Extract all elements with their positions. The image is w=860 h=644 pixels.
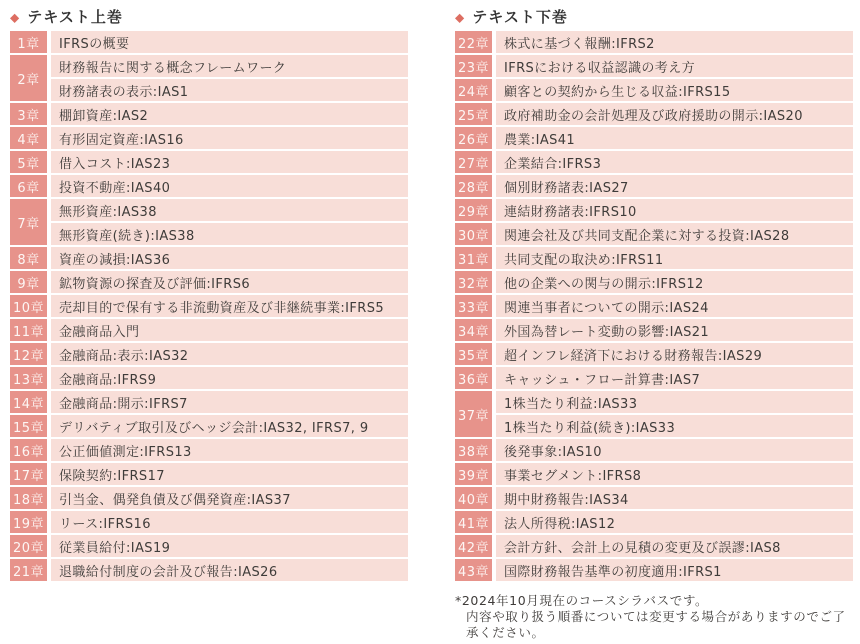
topic-list [496, 31, 853, 53]
chapter-row-group [455, 463, 853, 485]
chapter-number-cell: 24章 [455, 79, 492, 101]
chapter-number-cell: 26章 [455, 127, 492, 149]
chapter-table [10, 31, 408, 581]
chapter-number-cell: 2章 [10, 55, 47, 101]
chapter-number-cell: 33章 [455, 295, 492, 317]
chapter-row-group [10, 487, 408, 509]
chapter-row-group [10, 535, 408, 557]
chapter-row-group [455, 271, 853, 293]
chapter-number-cell: 23章 [455, 55, 492, 77]
topic-list [496, 271, 853, 293]
chapter-number-cell: 10章 [10, 295, 47, 317]
footnote [455, 593, 853, 641]
chapter-row-group [455, 31, 853, 53]
chapter-number-cell: 7章 [10, 199, 47, 245]
topic-list [51, 271, 408, 293]
chapter-table [455, 31, 853, 581]
chapter-number-cell: 3章 [10, 103, 47, 125]
volume-2-header [455, 8, 853, 25]
topic-list [496, 247, 853, 269]
topic-cell: 金融商品:表示:IAS32 [51, 343, 408, 365]
chapter-row-group [10, 151, 408, 173]
chapter-number-cell: 25章 [455, 103, 492, 125]
topic-list [496, 487, 853, 509]
chapter-row-group [10, 295, 408, 317]
chapter-number-cell: 29章 [455, 199, 492, 221]
topic-cell: 1株当たり利益(続き):IAS33 [496, 415, 853, 437]
chapter-number-cell: 28章 [455, 175, 492, 197]
topic-list [496, 511, 853, 533]
chapter-row-group [455, 319, 853, 341]
topic-list [51, 151, 408, 173]
footnote-line: 承ください。 [466, 625, 545, 640]
topic-cell: 財務報告に関する概念フレームワーク [51, 55, 408, 77]
chapter-number-cell: 5章 [10, 151, 47, 173]
topic-list [51, 175, 408, 197]
topic-cell: 顧客との契約から生じる収益:IFRS15 [496, 79, 853, 101]
chapter-row-group [10, 439, 408, 461]
chapter-row-group [455, 103, 853, 125]
topic-list [496, 103, 853, 125]
chapter-number-cell: 39章 [455, 463, 492, 485]
topic-cell: 無形資産(続き):IAS38 [51, 223, 408, 245]
chapter-number-cell: 43章 [455, 559, 492, 581]
footnote-line: *2024年10月現在のコースシラバスです。 [455, 593, 709, 608]
topic-cell: 会計方針、会計上の見積の変更及び誤謬:IAS8 [496, 535, 853, 557]
topic-cell: デリバティブ取引及びヘッジ会計:IAS32, IFRS7, 9 [51, 415, 408, 437]
chapter-number-cell: 42章 [455, 535, 492, 557]
volume-column-2 [455, 8, 853, 641]
chapter-number-cell: 12章 [10, 343, 47, 365]
chapter-number-cell: 1章 [10, 31, 47, 53]
chapter-row-group [455, 223, 853, 245]
chapter-row-group [10, 391, 408, 413]
topic-list [496, 463, 853, 485]
diamond-icon: ◆ [455, 10, 466, 24]
topic-cell: 財務諸表の表示:IAS1 [51, 79, 408, 101]
chapter-row-group [455, 487, 853, 509]
topic-cell: 無形資産:IAS38 [51, 199, 408, 221]
chapter-row-group [455, 511, 853, 533]
topic-cell: 従業員給付:IAS19 [51, 535, 408, 557]
topic-cell: 連結財務諸表:IFRS10 [496, 199, 853, 221]
chapter-row-group [10, 199, 408, 245]
topic-cell: 関連当事者についての開示:IAS24 [496, 295, 853, 317]
topic-cell: キャッシュ・フロー計算書:IAS7 [496, 367, 853, 389]
chapter-row-group [10, 415, 408, 437]
chapter-row-group [10, 247, 408, 269]
topic-cell: 法人所得税:IAS12 [496, 511, 853, 533]
topic-list [496, 223, 853, 245]
topic-cell: 個別財務諸表:IAS27 [496, 175, 853, 197]
chapter-row-group [455, 79, 853, 101]
chapter-number-cell: 16章 [10, 439, 47, 461]
topic-cell: 金融商品:IFRS9 [51, 367, 408, 389]
diamond-icon: ◆ [10, 10, 21, 24]
chapter-number-cell: 13章 [10, 367, 47, 389]
chapter-row-group [455, 535, 853, 557]
topic-list [51, 367, 408, 389]
chapter-row-group [10, 55, 408, 101]
chapter-number-cell: 11章 [10, 319, 47, 341]
topic-cell: 金融商品:開示:IFRS7 [51, 391, 408, 413]
topic-cell: 借入コスト:IAS23 [51, 151, 408, 173]
topic-cell: リース:IFRS16 [51, 511, 408, 533]
topic-cell: IFRSにおける収益認識の考え方 [496, 55, 853, 77]
chapter-number-cell: 15章 [10, 415, 47, 437]
chapter-number-cell: 6章 [10, 175, 47, 197]
topic-cell: 金融商品入門 [51, 319, 408, 341]
topic-cell: 政府補助金の会計処理及び政府援助の開示:IAS20 [496, 103, 853, 125]
topic-cell: 棚卸資産:IAS2 [51, 103, 408, 125]
chapter-row-group [10, 463, 408, 485]
chapter-row-group [455, 151, 853, 173]
topic-list [496, 319, 853, 341]
topic-cell: 売却目的で保有する非流動資産及び非継続事業:IFRS5 [51, 295, 408, 317]
topic-list [496, 535, 853, 557]
topic-cell: 退職給付制度の会計及び報告:IAS26 [51, 559, 408, 581]
topic-cell: 超インフレ経済下における財務報告:IAS29 [496, 343, 853, 365]
topic-list [51, 127, 408, 149]
topic-list [51, 391, 408, 413]
chapter-number-cell: 14章 [10, 391, 47, 413]
chapter-number-cell: 17章 [10, 463, 47, 485]
chapter-row-group [455, 199, 853, 221]
topic-list [496, 439, 853, 461]
topic-list [496, 175, 853, 197]
chapter-number-cell: 31章 [455, 247, 492, 269]
topic-list [51, 463, 408, 485]
chapter-row-group [10, 103, 408, 125]
chapter-row-group [10, 511, 408, 533]
topic-list [51, 31, 408, 53]
topic-list [496, 367, 853, 389]
topic-list [51, 511, 408, 533]
topic-cell: 有形固定資産:IAS16 [51, 127, 408, 149]
topic-list [496, 151, 853, 173]
chapter-row-group [455, 559, 853, 581]
chapter-number-cell: 9章 [10, 271, 47, 293]
chapter-number-cell: 21章 [10, 559, 47, 581]
topic-cell: IFRSの概要 [51, 31, 408, 53]
topic-cell: 共同支配の取決め:IFRS11 [496, 247, 853, 269]
volume-column-1 [10, 8, 408, 583]
chapter-number-cell: 36章 [455, 367, 492, 389]
topic-list [496, 55, 853, 77]
topic-list [51, 199, 408, 245]
topic-list [496, 391, 853, 437]
chapter-row-group [455, 367, 853, 389]
topic-list [51, 559, 408, 581]
chapter-row-group [455, 343, 853, 365]
chapter-number-cell: 40章 [455, 487, 492, 509]
topic-list [51, 343, 408, 365]
topic-cell: 他の企業への関与の開示:IFRS12 [496, 271, 853, 293]
chapter-row-group [455, 175, 853, 197]
topic-cell: 後発事象:IAS10 [496, 439, 853, 461]
volume-1-header [10, 8, 408, 25]
volume-1-title: テキスト上巻 [27, 8, 123, 26]
volume-2-title: テキスト下巻 [472, 8, 568, 26]
chapter-row-group [10, 271, 408, 293]
chapter-row-group [10, 367, 408, 389]
footnote-line: 内容や取り扱う順番については変更する場合がありますのでご了 [466, 609, 846, 624]
chapter-number-cell: 32章 [455, 271, 492, 293]
topic-list [51, 103, 408, 125]
topic-list [51, 439, 408, 461]
topic-list [496, 559, 853, 581]
topic-cell: 期中財務報告:IAS34 [496, 487, 853, 509]
chapter-row-group [455, 127, 853, 149]
chapter-row-group [10, 559, 408, 581]
chapter-row-group [10, 319, 408, 341]
chapter-row-group [455, 391, 853, 437]
topic-cell: 株式に基づく報酬:IFRS2 [496, 31, 853, 53]
topic-cell: 関連会社及び共同支配企業に対する投資:IAS28 [496, 223, 853, 245]
topic-list [496, 343, 853, 365]
topic-list [51, 319, 408, 341]
chapter-number-cell: 35章 [455, 343, 492, 365]
chapter-row-group [455, 247, 853, 269]
chapter-number-cell: 18章 [10, 487, 47, 509]
chapter-row-group [10, 127, 408, 149]
topic-cell: 農業:IAS41 [496, 127, 853, 149]
chapter-row-group [10, 343, 408, 365]
chapter-number-cell: 19章 [10, 511, 47, 533]
topic-cell: 公正価値測定:IFRS13 [51, 439, 408, 461]
chapter-number-cell: 8章 [10, 247, 47, 269]
chapter-number-cell: 4章 [10, 127, 47, 149]
chapter-row-group [455, 439, 853, 461]
topic-cell: 1株当たり利益:IAS33 [496, 391, 853, 413]
chapter-number-cell: 30章 [455, 223, 492, 245]
topic-list [51, 247, 408, 269]
topic-cell: 資産の減損:IAS36 [51, 247, 408, 269]
topic-list [51, 487, 408, 509]
topic-cell: 国際財務報告基準の初度適用:IFRS1 [496, 559, 853, 581]
topic-cell: 事業セグメント:IFRS8 [496, 463, 853, 485]
chapter-number-cell: 27章 [455, 151, 492, 173]
topic-list [496, 79, 853, 101]
chapter-number-cell: 20章 [10, 535, 47, 557]
chapter-row-group [10, 31, 408, 53]
chapter-row-group [10, 175, 408, 197]
topic-cell: 企業結合:IFRS3 [496, 151, 853, 173]
chapter-row-group [455, 295, 853, 317]
chapter-number-cell: 34章 [455, 319, 492, 341]
topic-list [51, 415, 408, 437]
chapter-number-cell: 37章 [455, 391, 492, 437]
topic-cell: 外国為替レート変動の影響:IAS21 [496, 319, 853, 341]
topic-list [496, 127, 853, 149]
chapter-number-cell: 22章 [455, 31, 492, 53]
chapter-number-cell: 38章 [455, 439, 492, 461]
chapter-number-cell: 41章 [455, 511, 492, 533]
topic-cell: 引当金、偶発負債及び偶発資産:IAS37 [51, 487, 408, 509]
topic-cell: 投資不動産:IAS40 [51, 175, 408, 197]
topic-cell: 保険契約:IFRS17 [51, 463, 408, 485]
chapter-row-group [455, 55, 853, 77]
topic-list [51, 55, 408, 101]
topic-cell: 鉱物資源の探査及び評価:IFRS6 [51, 271, 408, 293]
topic-list [496, 199, 853, 221]
topic-list [51, 295, 408, 317]
topic-list [496, 295, 853, 317]
topic-list [51, 535, 408, 557]
